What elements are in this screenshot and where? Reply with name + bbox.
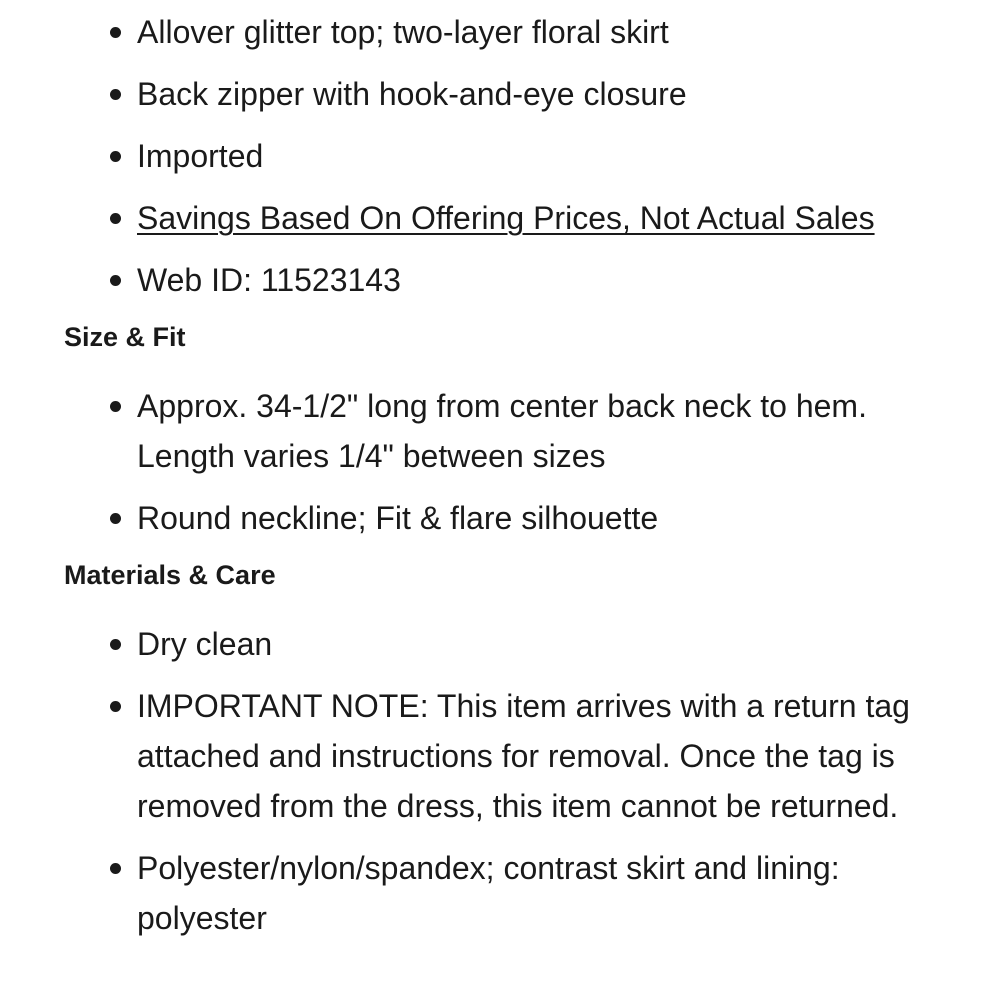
list-item — [0, 69, 1000, 119]
web-id-text: Web ID: 11523143 — [137, 262, 401, 298]
details-item-text: Back zipper with hook-and-eye closure — [137, 76, 687, 112]
details-list — [0, 0, 1000, 305]
list-item — [0, 619, 1000, 669]
list-item — [0, 255, 1000, 305]
bullet-dot-icon — [110, 213, 121, 224]
materials-care-list — [0, 595, 1000, 943]
list-item — [0, 131, 1000, 181]
bullet-dot-icon — [110, 401, 121, 412]
bullet-dot-icon — [110, 27, 121, 38]
size-fit-item-text: Round neckline; Fit & flare silhouette — [137, 500, 659, 536]
bullet-dot-icon — [110, 513, 121, 524]
materials-care-heading: Materials & Care — [64, 560, 276, 590]
details-item-text: Imported — [137, 138, 264, 174]
bullet-dot-icon — [110, 863, 121, 874]
list-item — [0, 381, 1000, 481]
bullet-dot-icon — [110, 639, 121, 650]
list-item — [0, 7, 1000, 57]
size-fit-list — [0, 357, 1000, 543]
bullet-dot-icon — [110, 89, 121, 100]
materials-item-text: IMPORTANT NOTE: This item arrives with a return tag attached and instructions for removal. Once the tag is removed from the dress, this item cannot be returned. — [137, 688, 910, 824]
size-fit-heading: Size & Fit — [64, 322, 186, 352]
size-fit-item-text: Approx. 34-1/2" long from center back neck to hem. Length varies 1/4" between sizes — [137, 388, 867, 474]
bullet-dot-icon — [110, 701, 121, 712]
list-item — [0, 843, 1000, 943]
details-item-text: Allover glitter top; two-layer floral skirt — [137, 14, 669, 50]
bullet-dot-icon — [110, 275, 121, 286]
materials-item-text: Dry clean — [137, 626, 273, 662]
list-item — [0, 193, 1000, 243]
list-item — [0, 681, 1000, 831]
savings-disclaimer-link[interactable]: Savings Based On Offering Prices, Not Actual Sales — [137, 200, 875, 236]
list-item — [0, 493, 1000, 543]
bullet-dot-icon — [110, 151, 121, 162]
materials-item-text: Polyester/nylon/spandex; contrast skirt and lining: polyester — [137, 850, 840, 936]
